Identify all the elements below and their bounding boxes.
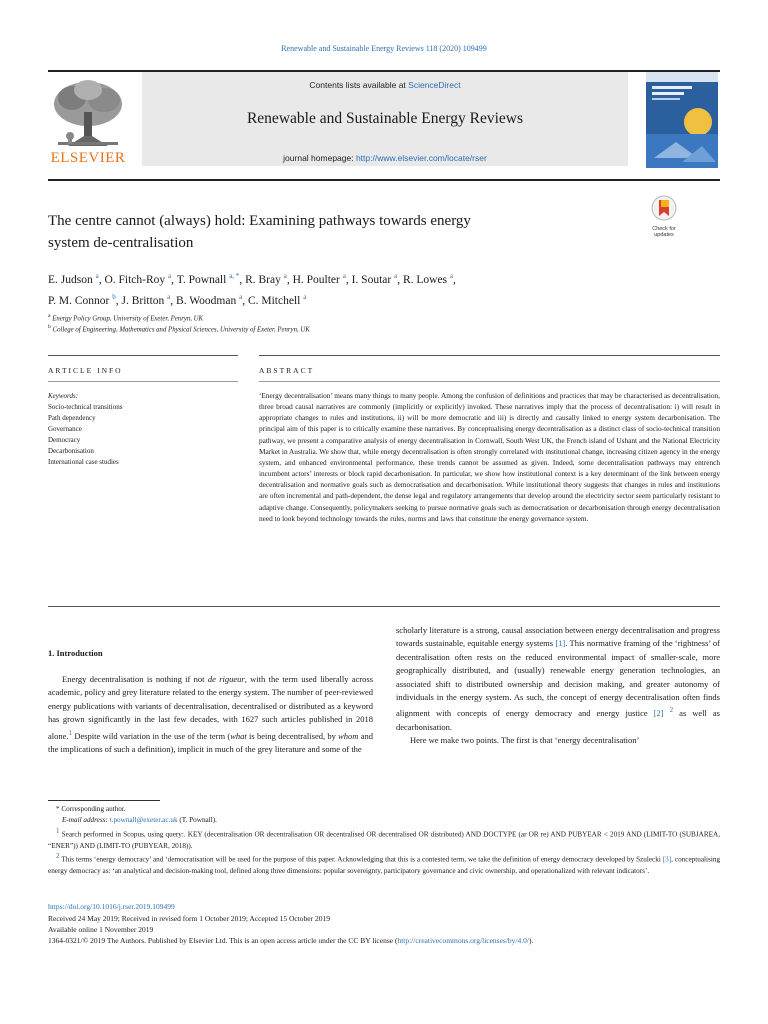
introduction-heading: 1. Introduction — [48, 648, 103, 658]
homepage-link[interactable]: http://www.elsevier.com/locate/rser — [355, 153, 487, 163]
footnote-2-text: This terms ‘energy democracy’ and ‘democratisation will be used for the purpose of this paper. Acknowledging that this is a contested term, we take the definition of energy democracy developed by Szulecki — [61, 855, 663, 864]
footnote-ref-2[interactable]: 2 — [669, 706, 674, 715]
emphasis: whom — [338, 730, 359, 741]
journal-reference[interactable]: Renewable and Sustainable Energy Reviews 118 (2020) 109499 — [281, 44, 487, 53]
footnote-2-marker: 2 — [56, 852, 60, 860]
contents-prefix: Contents lists available at — [309, 80, 409, 90]
keywords-label: Keywords: — [48, 392, 79, 400]
corresponding-text: Corresponding author. — [61, 805, 126, 813]
abstract-text: ‘Energy decentralisation’ means many things to many people. Among the confusion of definitions and practices that may be characterised as decentralisation, three broad causal narratives are commonly (implicitly or explicitly) invoked. These narratives imply that the process of decentralisation: i) will result in appropriate changes to rules and institutions, ii) will be more democratic and iii) is directly and causally linked to energy system decarbonisation. The principal aim of this paper is to critically examine these narratives. By conceptualising energy decentralisation as a distinct class of socio-technical transition pathway, we present a comparative analysis of energy decentralisation in Cornwall, South West UK, the French island of Ushant and the National Electricity Market in Australia. We show that, while energy decentralisation is often strongly correlated with institutional change, increasing citizen agency in the energy system, and enhanced environmental performance, these trends cannot be assumed as given. Indeed, some decentralisation pathways may entrench incumbent actors’ interests or block rapid decarbonisation. In particular, we show how institutional context is a key determinant of the link between energy decentralisation and normative goals such as democratisation and decarbonisation. While institutional theory suggests that changes in rules and institutions are often incremental and path-dependent, the dense legal and regulatory arrangements that develop around the electricity sector seem particularly resistant to adaptive change. Consequently, policymakers seeking to pursue normative goals such as democratisation or decarbonisation through energy decentralisation need to look beyond technology towards the rules, norms and laws that constitute the energy governance system. — [259, 391, 720, 523]
article-title-line-1: The centre cannot (always) hold: Examining pathways towards energy — [48, 213, 471, 229]
email-suffix: (T. Pownall). — [177, 816, 217, 824]
sciencedirect-link[interactable]: ScienceDirect — [408, 80, 461, 90]
keyword-item: Path dependency — [48, 414, 96, 422]
author-list — [48, 268, 628, 310]
journal-cover-image — [646, 72, 718, 168]
author-name[interactable]: R. Bray — [245, 273, 281, 286]
footnote-rule — [48, 800, 160, 801]
text-run: as well as decarbonisation. — [396, 708, 720, 732]
affiliation-a: $^a$ Energy Policy Group, University of Exeter, Penryn, UK — [48, 313, 204, 323]
abstract-top-rule — [259, 355, 720, 356]
license-link[interactable]: http://creativecommons.org/licenses/by/4.0/ — [397, 936, 529, 945]
footnote-1-marker: 1 — [56, 827, 60, 835]
intro-left-column — [48, 673, 373, 756]
contents-line — [142, 80, 628, 90]
publisher-name: ELSEVIER — [50, 150, 126, 166]
email-link[interactable]: t.pownall@exeter.ac.uk — [109, 816, 178, 824]
author-affiliation-sup[interactable]: a — [394, 272, 398, 280]
article-info-sub-rule — [48, 381, 238, 382]
footnote-2 — [48, 851, 720, 878]
corresponding-author-note: * Corresponding author. — [56, 805, 126, 813]
author-affiliation-sup[interactable]: a — [167, 292, 171, 301]
text-run: , with the term used liberally across academic, policy and grey literature related to the energy system. The number of peer-reviewed energy publications with variants of decentralisation, decentralised or distributed as a keyword has grown significantly in the last few decades, with 1627 such articles published in 2018 alone. — [48, 674, 374, 741]
keyword-list — [48, 402, 228, 468]
keyword-item: Governance — [48, 425, 82, 433]
author-name[interactable]: B. Woodman — [176, 294, 237, 307]
author-affiliation-sup[interactable]: a — [239, 292, 243, 301]
emphasis: de rigueur — [207, 674, 245, 684]
check-for-updates-badge[interactable] — [648, 194, 680, 238]
abstract-sub-rule — [259, 381, 720, 382]
header-bottom-rule — [48, 179, 720, 181]
abstract-bottom-rule — [48, 606, 720, 607]
author-name[interactable]: C. Mitchell — [247, 294, 301, 307]
email-label: E-mail address: — [62, 816, 110, 824]
bookmark-icon — [648, 194, 680, 222]
footnote-1-text: Search performed in Scopus, using query:. KEY (decentralisation OR decentralisation OR decentralised OR decentralised OR distributed) AND DOCTYPE (ar OR re) AND PUBYEAR < 2019 AND (LIMIT-TO (SUBJAREA, “ENER”)) AND (LIMIT-TO (PUBYEAR, 2018)). — [48, 830, 720, 850]
email-note — [48, 815, 720, 827]
author-affiliation-sup[interactable]: a — [303, 292, 307, 301]
journal-cover-thumbnail[interactable] — [646, 72, 718, 168]
author-name[interactable]: E. Judson — [48, 273, 93, 286]
article-info-top-rule — [48, 355, 238, 356]
homepage-label: journal homepage: — [283, 153, 356, 163]
available-online: Available online 1 November 2019 — [48, 925, 154, 934]
author-affiliation-sup[interactable]: a — [342, 272, 346, 280]
journal-homepage — [142, 153, 628, 163]
author-affiliation-sup[interactable]: a — [168, 272, 172, 280]
text-run: scholarly literature is a strong, causal association between energy decentralisation and progress towards sustainable, equitable energy systems — [396, 625, 720, 649]
article-title — [48, 210, 608, 254]
journal-title[interactable]: Renewable and Sustainable Energy Reviews — [246, 110, 524, 127]
footnote-2-text: , conceptualising energy democracy as: ‘an analytical and decision-making tool, defined along three dimensions: popular sovereignty, participatory governance and civic ownership, and operationalized with relevant indicators’. — [48, 855, 721, 875]
abstract-heading: ABSTRACT — [259, 366, 315, 375]
received-dates: Received 24 May 2019; Received in revised form 1 October 2019; Accepted 15 October 2019 — [48, 914, 331, 923]
author-affiliation-sup[interactable]: a — [95, 272, 99, 280]
author-name[interactable]: J. Britton — [121, 294, 165, 307]
text-run: is being decentralised, by — [246, 730, 339, 741]
license-text: 1364-0321/© 2019 The Authors. Published by Elsevier Ltd. This is an open access article under the CC BY license ( — [48, 936, 398, 945]
intro-right-column — [396, 624, 720, 747]
author-affiliation-sup[interactable]: b — [112, 292, 116, 301]
author-affiliation-sup[interactable]: a, * — [229, 272, 240, 280]
affiliation-b-text: College of Engineering, Mathematics and Physical Sciences, University of Exeter, Penryn, UK — [52, 326, 310, 334]
keyword-item: Democracy — [48, 436, 81, 444]
license-text: ). — [528, 936, 534, 945]
footnote-1 — [48, 826, 720, 853]
citation-link[interactable]: [2] — [653, 708, 664, 719]
keyword-item: International case studies — [48, 458, 119, 466]
affiliation-b: $^b$ College of Engineering, Mathematics and Physical Sciences, University of Exeter, Penryn, UK — [48, 324, 310, 334]
citation-link[interactable]: [1] — [555, 638, 566, 649]
keyword-item: Decarbonisation — [48, 447, 94, 455]
keyword-item: Socio-technical transitions — [48, 403, 123, 411]
author-name[interactable]: R. Lowes — [402, 273, 448, 286]
intro-paragraph: Here we make two points. The first is that ‘energy decentralisation’ — [410, 735, 640, 746]
license-line — [48, 935, 720, 946]
author-name[interactable]: H. Poulter — [292, 273, 340, 286]
author-affiliation-sup[interactable]: a — [283, 272, 287, 280]
check-updates-label: Check for updates — [652, 226, 676, 238]
emphasis: what — [230, 730, 247, 741]
author-name[interactable]: T. Pownall — [176, 273, 227, 286]
text-run: Energy decentralisation is nothing if not — [62, 674, 208, 684]
author-line-1: E. Judson $^a$, O. Fitch-Roy $^a$, T. Pownall $^{a, *}$, R. Bray $^a$, H. Poulter $^a$, I. Soutar $^a$, R. Lowes $^a$, — [48, 272, 456, 286]
article-title-line-2: system de-centralisation — [48, 235, 194, 251]
elsevier-logo[interactable] — [48, 76, 128, 166]
footnote-ref-1[interactable]: 1 — [68, 728, 73, 737]
author-line-2: P. M. Connor $^b$, J. Britton $^a$, B. Woodman $^a$, C. Mitchell $^a$ — [48, 292, 307, 307]
citation-link[interactable]: [3] — [662, 855, 672, 864]
article-info-heading: ARTICLE INFO — [48, 366, 123, 375]
text-run: . This normative framing of the ‘rightness’ of decentralisation often rests on the reduced environmental impact of smaller-scale, more geographically distributed, and (usually) renewable energy generation technologies, an associated shift to distributed ownership and decision making, and greater autonomy of individuals in the energy system. As such, the concept of energy decentralisation often finds alignment with concepts of energy democracy and energy justice — [396, 638, 720, 719]
affiliation-a-text: Energy Policy Group, University of Exeter, Penryn, UK — [52, 315, 204, 323]
intro-paragraph — [48, 673, 373, 756]
intro-paragraph — [396, 624, 720, 734]
text-run: Despite wild variation in the use of the term ( — [72, 730, 231, 741]
doi-link[interactable]: https://doi.org/10.1016/j.rser.2019.109499 — [48, 902, 175, 911]
author-name[interactable]: O. Fitch-Roy — [104, 273, 166, 286]
author-affiliation-sup[interactable]: a — [449, 272, 454, 280]
author-name[interactable]: I. Soutar — [351, 273, 392, 286]
text-run: and the implications of such a definition), implicit in much of the grey literature and some of the — [48, 730, 373, 754]
publication-dates — [48, 913, 720, 946]
author-name[interactable]: P. M. Connor — [48, 294, 110, 307]
